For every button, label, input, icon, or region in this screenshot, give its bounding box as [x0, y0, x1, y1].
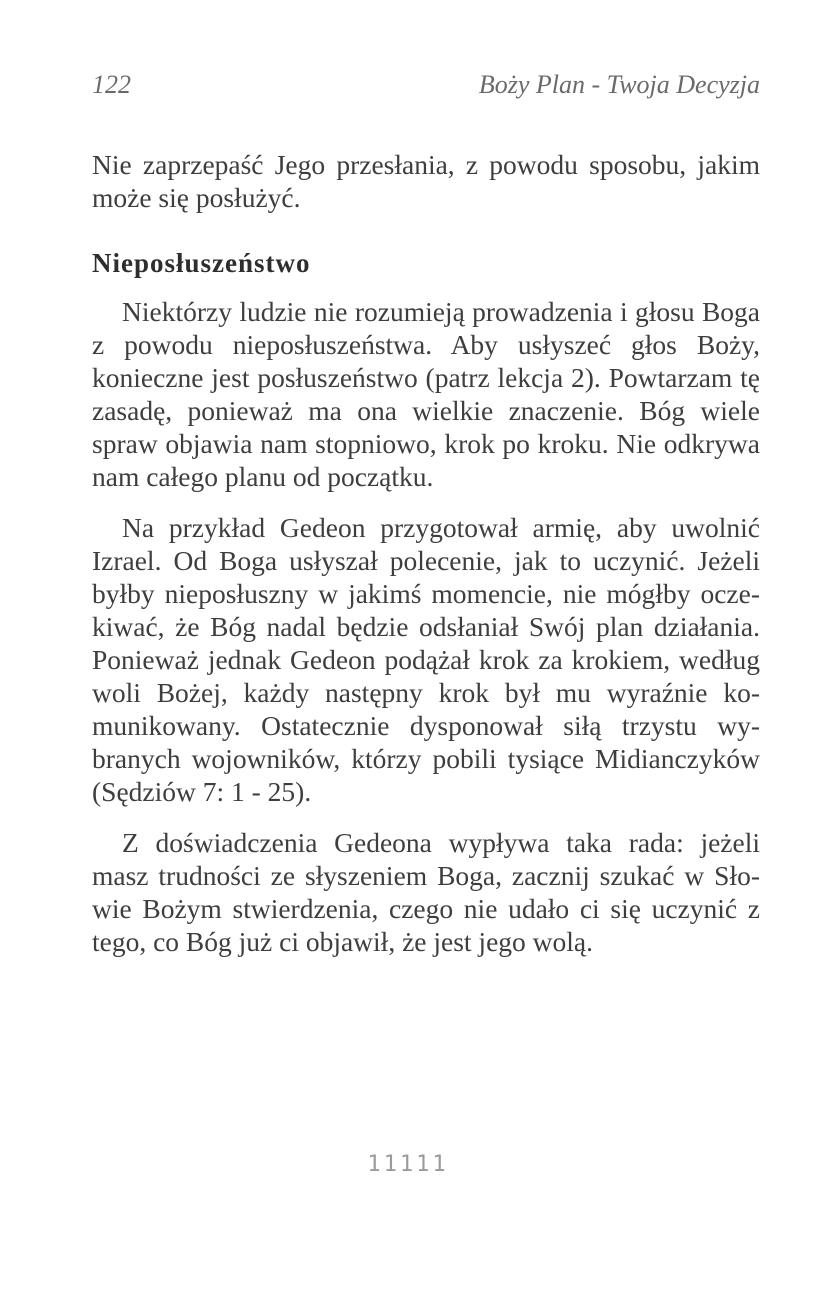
- body-paragraph: Niektórzy ludzie nie rozumieją prowadzenia i głosu Boga z powodu nieposłuszeństwa. Aby usłyszeć głos Boży, konieczne jest posłuszeństwo (patrz lekcja 2). Powtarzam tę zasadę, ponieważ ma ona wielkie znaczenie. Bóg wiele spraw objawia nam stopniowo, krok po kroku. Nie odkrywa nam całego planu od początku.: [92, 296, 760, 492]
- body-paragraph: Z doświadczenia Gedeona wypływa taka rada: jeżeli masz trudności ze słyszeniem Boga, zacznij szukać w Słowie Bożym stwierdzenia, czego nie udało ci się uczynić z tego, co Bóg już ci objawił, że jest jego wolą.: [92, 827, 760, 957]
- intro-paragraph: Nie zaprzepaść Jego przesłania, z powodu sposobu, jakim może się posłużyć.: [92, 149, 760, 213]
- body-paragraph: Na przykład Gedeon przygotował armię, aby uwolnić Izrael. Od Boga usłyszał polecenie, jak to uczynić. Jeżeli byłby nieposłuszny w jakimś momencie, nie mógłby oczekiwać, że Bóg nadal będzie odsłaniał Swój plan działania. Ponieważ jednak Gedeon podążał krok za krokiem, według woli Bożej, każdy następny krok był mu wyraźnie komunikowany. Ostatecznie dysponował siłą trzystu wybranych wojowników, którzy pobili tysiące Midianczyków (Sędziów 7: 1 - 25).: [92, 512, 760, 807]
- footer-mark: 11111: [367, 1152, 449, 1177]
- running-title: Boży Plan - Twoja Decyzja: [478, 70, 760, 99]
- page-header: [92, 70, 760, 110]
- book-page: [92, 70, 760, 958]
- section-heading: Nieposłuszeństwo: [92, 248, 311, 278]
- page-number: 122: [92, 70, 131, 99]
